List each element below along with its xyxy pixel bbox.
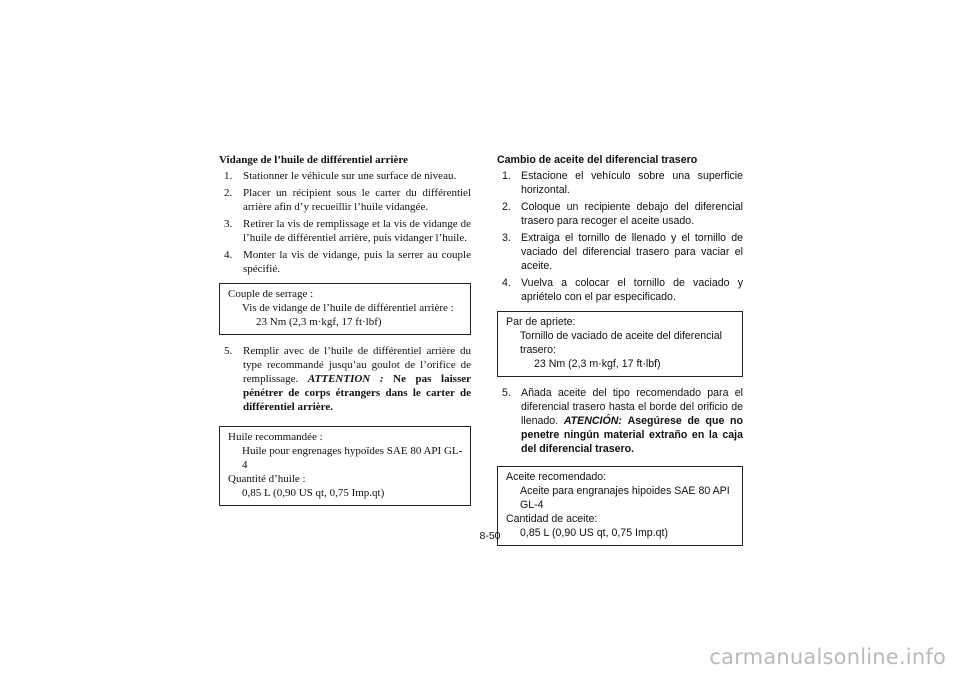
steps-list-es — [497, 169, 743, 304]
torque-spec-box-fr — [219, 283, 471, 335]
oil-label: Huile recommandée : — [228, 431, 323, 443]
step-es-4 — [497, 276, 743, 304]
step-text: Coloque un recipiente debajo del diferencial trasero para recoger el aceite usado. — [521, 201, 743, 227]
quantity-label: Quantité d’huile : — [228, 473, 306, 485]
warning-label: ATTENTION : — [307, 373, 384, 385]
step-es-3 — [497, 231, 743, 273]
step-text: Monter la vis de vidange, puis la serrer au couple spécifié. — [243, 249, 471, 275]
step-text: Stationner le véhicule sur une surface de niveau. — [243, 170, 457, 182]
spanish-column — [497, 153, 743, 555]
step-text: Estacione el vehículo sobre una superficie horizontal. — [521, 170, 743, 196]
torque-value: 23 Nm (2,3 m·kgf, 17 ft·lbf) — [534, 358, 661, 370]
step-number: 3. — [502, 232, 511, 244]
warning-label: ATENCIÓN: — [563, 415, 622, 427]
warning-text: Ne pas laisser pénétrer de corps étrangers dans le carter de différentiel arrière. — [243, 373, 472, 413]
steps-list-fr-2 — [219, 344, 471, 414]
quantity-value: 0,85 L (0,90 US qt, 0,75 Imp.qt) — [242, 487, 385, 499]
oil-label: Aceite recomendado: — [506, 471, 607, 483]
step-number: 5. — [502, 387, 511, 399]
torque-label: Couple de serrage : — [228, 288, 314, 300]
step-fr-4 — [219, 248, 471, 276]
oil-spec-box-es — [497, 466, 743, 546]
steps-list-es-2 — [497, 386, 743, 456]
quantity-value: 0,85 L (0,90 US qt, 0,75 Imp.qt) — [520, 527, 669, 539]
section-title-fr: Vidange de l’huile de différentiel arrière — [219, 154, 408, 166]
step-fr-1 — [219, 169, 471, 183]
quantity-label: Cantidad de aceite: — [506, 513, 598, 525]
site-watermark: carmanualsonline.info — [709, 645, 946, 669]
torque-spec-box-es — [497, 311, 743, 377]
step-number: 2. — [502, 201, 511, 213]
step-number: 1. — [502, 170, 511, 182]
torque-label: Par de apriete: — [506, 316, 576, 328]
step-es-2 — [497, 200, 743, 228]
step-text: Placer un récipient sous le carter du différentiel arrière afin d’y recueillir l’huile vidangée. — [243, 187, 471, 213]
step-number: 2. — [224, 187, 233, 199]
oil-spec-box-fr — [219, 426, 471, 506]
step-fr-5 — [219, 344, 471, 414]
torque-value: 23 Nm (2,3 m·kgf, 17 ft·lbf) — [256, 316, 382, 328]
step-fr-2 — [219, 186, 471, 214]
step-es-1 — [497, 169, 743, 197]
step-number: 1. — [224, 170, 233, 182]
step-text: Añada aceite del tipo recomendado para el diferencial trasero hasta el borde del orificio de llenado. — [521, 387, 743, 427]
torque-item: Vis de vidange de l’huile de différentiel arrière : — [242, 302, 454, 314]
step-number: 4. — [502, 277, 511, 289]
step-text: Extraiga el tornillo de llenado y el tornillo de vaciado del diferencial trasero para vaciar el aceite. — [521, 232, 743, 272]
step-number: 5. — [224, 345, 233, 357]
step-text: Remplir avec de l’huile de différentiel arrière du type recommandé jusqu’au goulot de l’orifice de remplissage. — [243, 345, 471, 385]
step-number: 3. — [224, 218, 233, 230]
torque-item: Tornillo de vaciado de aceite del diferencial trasero: — [520, 330, 722, 356]
french-column — [219, 153, 471, 515]
oil-type: Huile pour engrenages hypoïdes SAE 80 API GL-4 — [242, 445, 463, 471]
step-text: Vuelva a colocar el tornillo de vaciado y apriételo con el par especificado. — [521, 277, 743, 303]
step-number: 4. — [224, 249, 233, 261]
page-number: 8-50 — [479, 530, 501, 542]
warning-text: Asegúrese de que no penetre ningún material extraño en la caja del diferencial trasero. — [521, 415, 743, 455]
steps-list-fr — [219, 169, 471, 276]
step-es-5 — [497, 386, 743, 456]
step-fr-3 — [219, 217, 471, 245]
section-title-es: Cambio de aceite del diferencial trasero — [497, 154, 698, 166]
oil-type: Aceite para engranajes hipoides SAE 80 API GL-4 — [520, 485, 730, 511]
step-text: Retirer la vis de remplissage et la vis de vidange de l’huile de différentiel arrière, puis vidanger l’huile. — [243, 218, 471, 244]
